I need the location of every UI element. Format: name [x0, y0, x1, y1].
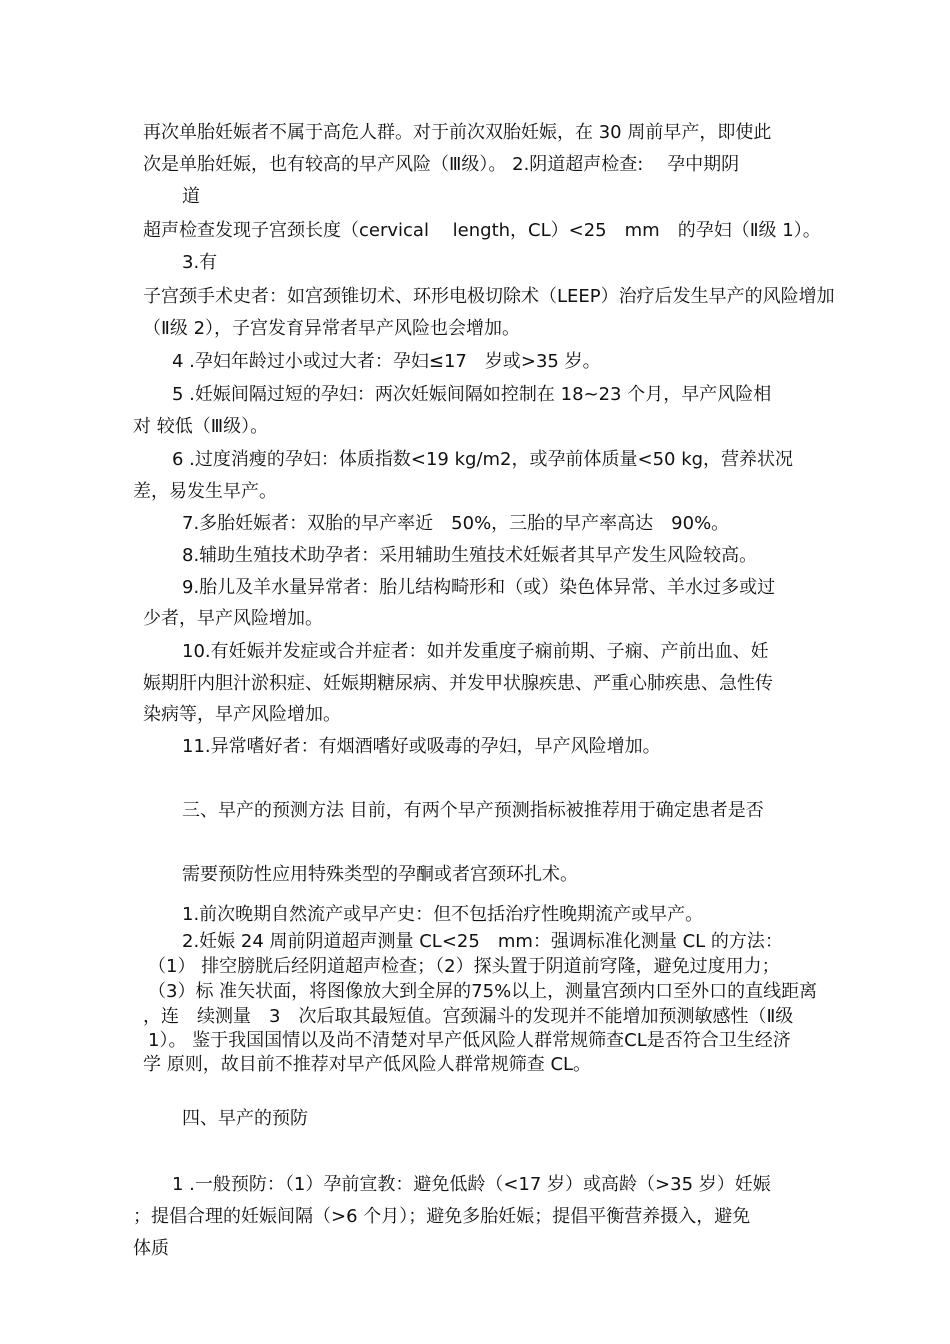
- text-line: 体质: [133, 1238, 169, 1259]
- text-line: 3.有: [182, 252, 218, 273]
- text-line: 娠期肝内胆汁淤积症、妊娠期糖尿病、并发甲状腺疾患、严重心肺疾患、急性传: [143, 673, 773, 694]
- text-line: ；提倡合理的妊娠间隔（>6 个月）；避免多胎妊娠；提倡平衡营养摄入，避免: [133, 1206, 751, 1227]
- section-heading: 三、早产的预测方法 目前，有两个早产预测指标被推荐用于确定患者是否: [182, 800, 764, 821]
- text-line: 8.辅助生殖技术助孕者：采用辅助生殖技术妊娠者其早产发生风险较高。: [182, 545, 758, 566]
- section-heading: 四、早产的预防: [182, 1108, 308, 1129]
- text-line: 再次单胎妊娠者不属于高危人群。对于前次双胎妊娠，在 30 周前早产，即使此: [143, 122, 772, 143]
- text-line: 次是单胎妊娠，也有较高的早产风险（Ⅲ级）。 2.阴道超声检查: 孕中期阴: [143, 154, 740, 175]
- text-line: 2.妊娠 24 周前阴道超声测量 CL<25 mm：强调标准化测量 CL 的方法：: [182, 931, 783, 952]
- text-line: 7.多胎妊娠者：双胎的早产率近 50%，三胎的早产率高达 90%。: [182, 513, 730, 534]
- text-line: （Ⅱ级 2），子宫发育异常者早产风险也会增加。: [143, 318, 521, 339]
- text-line: 1）。 鉴于我国国情以及尚不清楚对早产低风险人群常规筛查CL是否符合卫生经济: [148, 1030, 791, 1051]
- text-line: 学 原则，故目前不推荐对早产低风险人群常规筛查 CL。: [143, 1054, 592, 1075]
- text-line: 1 .一般预防：（1）孕前宣教：避免低龄（<17 岁）或高龄（>35 岁）妊娠: [172, 1174, 771, 1195]
- text-line: 少者，早产风险增加。: [143, 608, 323, 629]
- text-line: 子宫颈手术史者：如宫颈锥切术、环形电极切除术（LEEP）治疗后发生早产的风险增加: [143, 286, 835, 307]
- text-line: 对 较低（Ⅲ级）。: [133, 416, 269, 437]
- text-line: 6 .过度消瘦的孕妇：体质指数<19 kg/m2，或孕前体质量<50 kg，营养状况: [172, 449, 794, 470]
- text-line: 超声检查发现子宫颈长度（cervical length，CL）<25 mm 的孕妇（Ⅱ级 1）。: [143, 220, 821, 241]
- text-line: 11.异常嗜好者：有烟酒嗜好或吸毒的孕妇，早产风险增加。: [182, 736, 661, 757]
- text-line: 9.胎儿及羊水量异常者：胎儿结构畸形和（或）染色体异常、羊水过多或过: [182, 577, 776, 598]
- text-line: 需要预防性应用特殊类型的孕酮或者宫颈环扎术。: [182, 864, 578, 885]
- text-line: 4 .孕妇年龄过小或过大者：孕妇≤17 岁或>35 岁。: [172, 351, 601, 372]
- text-line: 差，易发生早产。: [133, 481, 277, 502]
- text-line: 染病等，早产风险增加。: [143, 704, 341, 725]
- text-line: （3）标 准矢状面，将图像放大到全屏的75%以上，测量宫颈内口至外口的直线距离: [148, 981, 818, 1002]
- text-line: 10.有妊娠并发症或合并症者：如并发重度子痫前期、子痫、产前出血、妊: [182, 641, 769, 662]
- text-line: ，连 续测量 3 次后取其最短值。宫颈漏斗的发现并不能增加预测敏感性（Ⅱ级: [143, 1006, 794, 1027]
- text-line: （1） 排空膀胱后经阴道超声检查；（2）探头置于阴道前穹隆，避免过度用力；: [148, 956, 780, 977]
- text-line: 1.前次晚期自然流产或早产史：但不包括治疗性晚期流产或早产。: [182, 904, 704, 925]
- text-line: 5 .妊娠间隔过短的孕妇：两次妊娠间隔如控制在 18~23 个月，早产风险相: [172, 384, 772, 405]
- text-line: 道: [182, 186, 200, 207]
